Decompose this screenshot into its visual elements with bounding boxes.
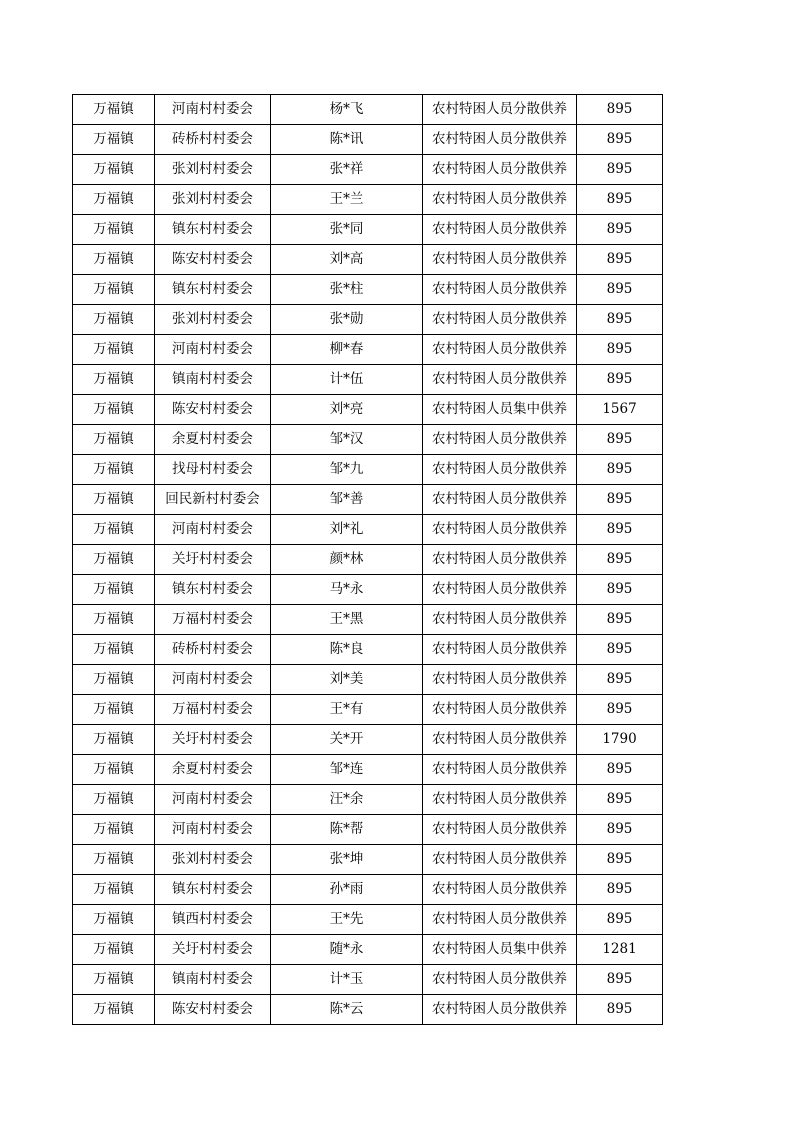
village-cell: 万福村村委会 [155, 605, 271, 635]
amount-cell: 895 [577, 785, 663, 815]
village-cell: 河南村村委会 [155, 665, 271, 695]
assistance-type-cell: 农村特困人员分散供养 [423, 365, 577, 395]
town-cell: 万福镇 [73, 545, 155, 575]
assistance-type-cell: 农村特困人员分散供养 [423, 845, 577, 875]
name-cell: 王*有 [271, 695, 423, 725]
assistance-type-cell: 农村特困人员集中供养 [423, 935, 577, 965]
table-row [73, 785, 663, 815]
name-cell: 随*永 [271, 935, 423, 965]
amount-cell: 895 [577, 995, 663, 1025]
assistance-type-cell: 农村特困人员分散供养 [423, 155, 577, 185]
town-cell: 万福镇 [73, 725, 155, 755]
assistance-type-cell: 农村特困人员分散供养 [423, 815, 577, 845]
village-cell: 找母村村委会 [155, 455, 271, 485]
table-row [73, 605, 663, 635]
amount-cell: 895 [577, 575, 663, 605]
town-cell: 万福镇 [73, 485, 155, 515]
table-row [73, 455, 663, 485]
town-cell: 万福镇 [73, 125, 155, 155]
amount-cell: 895 [577, 755, 663, 785]
village-cell: 镇南村村委会 [155, 365, 271, 395]
name-cell: 陈*云 [271, 995, 423, 1025]
table-row [73, 335, 663, 365]
assistance-type-cell: 农村特困人员分散供养 [423, 725, 577, 755]
name-cell: 柳*春 [271, 335, 423, 365]
assistance-type-cell: 农村特困人员分散供养 [423, 455, 577, 485]
village-cell: 余夏村村委会 [155, 425, 271, 455]
village-cell: 万福村村委会 [155, 695, 271, 725]
name-cell: 杨*飞 [271, 95, 423, 125]
table-row [73, 845, 663, 875]
table-row [73, 155, 663, 185]
town-cell: 万福镇 [73, 275, 155, 305]
village-cell: 河南村村委会 [155, 815, 271, 845]
village-cell: 张刘村村委会 [155, 155, 271, 185]
amount-cell: 895 [577, 815, 663, 845]
amount-cell: 895 [577, 635, 663, 665]
amount-cell: 895 [577, 155, 663, 185]
table-row [73, 725, 663, 755]
amount-cell: 895 [577, 215, 663, 245]
assistance-type-cell: 农村特困人员分散供养 [423, 125, 577, 155]
assistance-type-cell: 农村特困人员集中供养 [423, 395, 577, 425]
assistance-type-cell: 农村特困人员分散供养 [423, 485, 577, 515]
table-row [73, 815, 663, 845]
assistance-type-cell: 农村特困人员分散供养 [423, 515, 577, 545]
assistance-type-cell: 农村特困人员分散供养 [423, 275, 577, 305]
assistance-type-cell: 农村特困人员分散供养 [423, 755, 577, 785]
table-row [73, 395, 663, 425]
amount-cell: 895 [577, 365, 663, 395]
village-cell: 镇东村村委会 [155, 275, 271, 305]
town-cell: 万福镇 [73, 695, 155, 725]
table-row [73, 245, 663, 275]
name-cell: 邹*连 [271, 755, 423, 785]
town-cell: 万福镇 [73, 785, 155, 815]
table-row [73, 575, 663, 605]
assistance-type-cell: 农村特困人员分散供养 [423, 185, 577, 215]
village-cell: 砖桥村村委会 [155, 635, 271, 665]
assistance-type-cell: 农村特困人员分散供养 [423, 785, 577, 815]
table-row [73, 545, 663, 575]
name-cell: 陈*帮 [271, 815, 423, 845]
table-row [73, 425, 663, 455]
table-row [73, 635, 663, 665]
amount-cell: 895 [577, 695, 663, 725]
town-cell: 万福镇 [73, 605, 155, 635]
village-cell: 关圩村村委会 [155, 545, 271, 575]
amount-cell: 895 [577, 335, 663, 365]
name-cell: 王*黑 [271, 605, 423, 635]
amount-cell: 1567 [577, 395, 663, 425]
amount-cell: 895 [577, 545, 663, 575]
table-row [73, 695, 663, 725]
amount-cell: 895 [577, 125, 663, 155]
town-cell: 万福镇 [73, 215, 155, 245]
town-cell: 万福镇 [73, 95, 155, 125]
assistance-type-cell: 农村特困人员分散供养 [423, 425, 577, 455]
town-cell: 万福镇 [73, 305, 155, 335]
name-cell: 汪*余 [271, 785, 423, 815]
table-row [73, 875, 663, 905]
village-cell: 河南村村委会 [155, 95, 271, 125]
town-cell: 万福镇 [73, 245, 155, 275]
town-cell: 万福镇 [73, 515, 155, 545]
village-cell: 河南村村委会 [155, 335, 271, 365]
assistance-type-cell: 农村特困人员分散供养 [423, 215, 577, 245]
amount-cell: 895 [577, 605, 663, 635]
town-cell: 万福镇 [73, 395, 155, 425]
amount-cell: 895 [577, 875, 663, 905]
amount-cell: 895 [577, 95, 663, 125]
town-cell: 万福镇 [73, 995, 155, 1025]
name-cell: 刘*礼 [271, 515, 423, 545]
village-cell: 砖桥村村委会 [155, 125, 271, 155]
roster-table [72, 94, 663, 1025]
name-cell: 邹*汉 [271, 425, 423, 455]
amount-cell: 895 [577, 425, 663, 455]
name-cell: 邹*九 [271, 455, 423, 485]
table-row [73, 935, 663, 965]
amount-cell: 895 [577, 485, 663, 515]
amount-cell: 895 [577, 455, 663, 485]
assistance-type-cell: 农村特困人员分散供养 [423, 245, 577, 275]
town-cell: 万福镇 [73, 905, 155, 935]
name-cell: 颜*林 [271, 545, 423, 575]
assistance-type-cell: 农村特困人员分散供养 [423, 305, 577, 335]
name-cell: 张*勋 [271, 305, 423, 335]
assistance-type-cell: 农村特困人员分散供养 [423, 995, 577, 1025]
table-row [73, 365, 663, 395]
assistance-type-cell: 农村特困人员分散供养 [423, 545, 577, 575]
town-cell: 万福镇 [73, 455, 155, 485]
amount-cell: 1281 [577, 935, 663, 965]
village-cell: 关圩村村委会 [155, 725, 271, 755]
village-cell: 陈安村村委会 [155, 995, 271, 1025]
name-cell: 张*坤 [271, 845, 423, 875]
village-cell: 镇西村村委会 [155, 905, 271, 935]
town-cell: 万福镇 [73, 935, 155, 965]
assistance-type-cell: 农村特困人员分散供养 [423, 335, 577, 365]
table-row [73, 665, 663, 695]
table-row [73, 125, 663, 155]
amount-cell: 895 [577, 305, 663, 335]
name-cell: 计*伍 [271, 365, 423, 395]
village-cell: 镇东村村委会 [155, 575, 271, 605]
amount-cell: 895 [577, 275, 663, 305]
name-cell: 张*柱 [271, 275, 423, 305]
amount-cell: 895 [577, 185, 663, 215]
table-row [73, 275, 663, 305]
table-row [73, 755, 663, 785]
table-row [73, 95, 663, 125]
amount-cell: 1790 [577, 725, 663, 755]
village-cell: 关圩村村委会 [155, 935, 271, 965]
amount-cell: 895 [577, 665, 663, 695]
assistance-type-cell: 农村特困人员分散供养 [423, 95, 577, 125]
village-cell: 陈安村村委会 [155, 395, 271, 425]
name-cell: 计*玉 [271, 965, 423, 995]
village-cell: 张刘村村委会 [155, 845, 271, 875]
town-cell: 万福镇 [73, 845, 155, 875]
town-cell: 万福镇 [73, 755, 155, 785]
name-cell: 王*兰 [271, 185, 423, 215]
village-cell: 张刘村村委会 [155, 305, 271, 335]
name-cell: 马*永 [271, 575, 423, 605]
town-cell: 万福镇 [73, 335, 155, 365]
assistance-type-cell: 农村特困人员分散供养 [423, 905, 577, 935]
table-row [73, 965, 663, 995]
village-cell: 张刘村村委会 [155, 185, 271, 215]
table-row [73, 905, 663, 935]
village-cell: 陈安村村委会 [155, 245, 271, 275]
village-cell: 河南村村委会 [155, 785, 271, 815]
town-cell: 万福镇 [73, 665, 155, 695]
name-cell: 张*祥 [271, 155, 423, 185]
town-cell: 万福镇 [73, 635, 155, 665]
table-row [73, 185, 663, 215]
table-row [73, 305, 663, 335]
name-cell: 刘*高 [271, 245, 423, 275]
name-cell: 陈*讯 [271, 125, 423, 155]
assistance-type-cell: 农村特困人员分散供养 [423, 875, 577, 905]
village-cell: 余夏村村委会 [155, 755, 271, 785]
village-cell: 镇东村村委会 [155, 875, 271, 905]
village-cell: 回民新村村委会 [155, 485, 271, 515]
name-cell: 张*同 [271, 215, 423, 245]
assistance-type-cell: 农村特困人员分散供养 [423, 695, 577, 725]
amount-cell: 895 [577, 245, 663, 275]
name-cell: 刘*美 [271, 665, 423, 695]
name-cell: 孙*雨 [271, 875, 423, 905]
table-row [73, 515, 663, 545]
village-cell: 镇东村村委会 [155, 215, 271, 245]
town-cell: 万福镇 [73, 425, 155, 455]
village-cell: 河南村村委会 [155, 515, 271, 545]
town-cell: 万福镇 [73, 365, 155, 395]
table-row [73, 995, 663, 1025]
amount-cell: 895 [577, 905, 663, 935]
name-cell: 邹*善 [271, 485, 423, 515]
name-cell: 关*开 [271, 725, 423, 755]
assistance-type-cell: 农村特困人员分散供养 [423, 605, 577, 635]
amount-cell: 895 [577, 965, 663, 995]
name-cell: 王*先 [271, 905, 423, 935]
assistance-type-cell: 农村特困人员分散供养 [423, 635, 577, 665]
town-cell: 万福镇 [73, 185, 155, 215]
amount-cell: 895 [577, 845, 663, 875]
roster-body [73, 95, 663, 1025]
town-cell: 万福镇 [73, 155, 155, 185]
assistance-type-cell: 农村特困人员分散供养 [423, 965, 577, 995]
name-cell: 陈*良 [271, 635, 423, 665]
assistance-type-cell: 农村特困人员分散供养 [423, 575, 577, 605]
village-cell: 镇南村村委会 [155, 965, 271, 995]
table-row [73, 215, 663, 245]
town-cell: 万福镇 [73, 875, 155, 905]
amount-cell: 895 [577, 515, 663, 545]
town-cell: 万福镇 [73, 965, 155, 995]
name-cell: 刘*亮 [271, 395, 423, 425]
town-cell: 万福镇 [73, 815, 155, 845]
town-cell: 万福镇 [73, 575, 155, 605]
table-row [73, 485, 663, 515]
assistance-type-cell: 农村特困人员分散供养 [423, 665, 577, 695]
